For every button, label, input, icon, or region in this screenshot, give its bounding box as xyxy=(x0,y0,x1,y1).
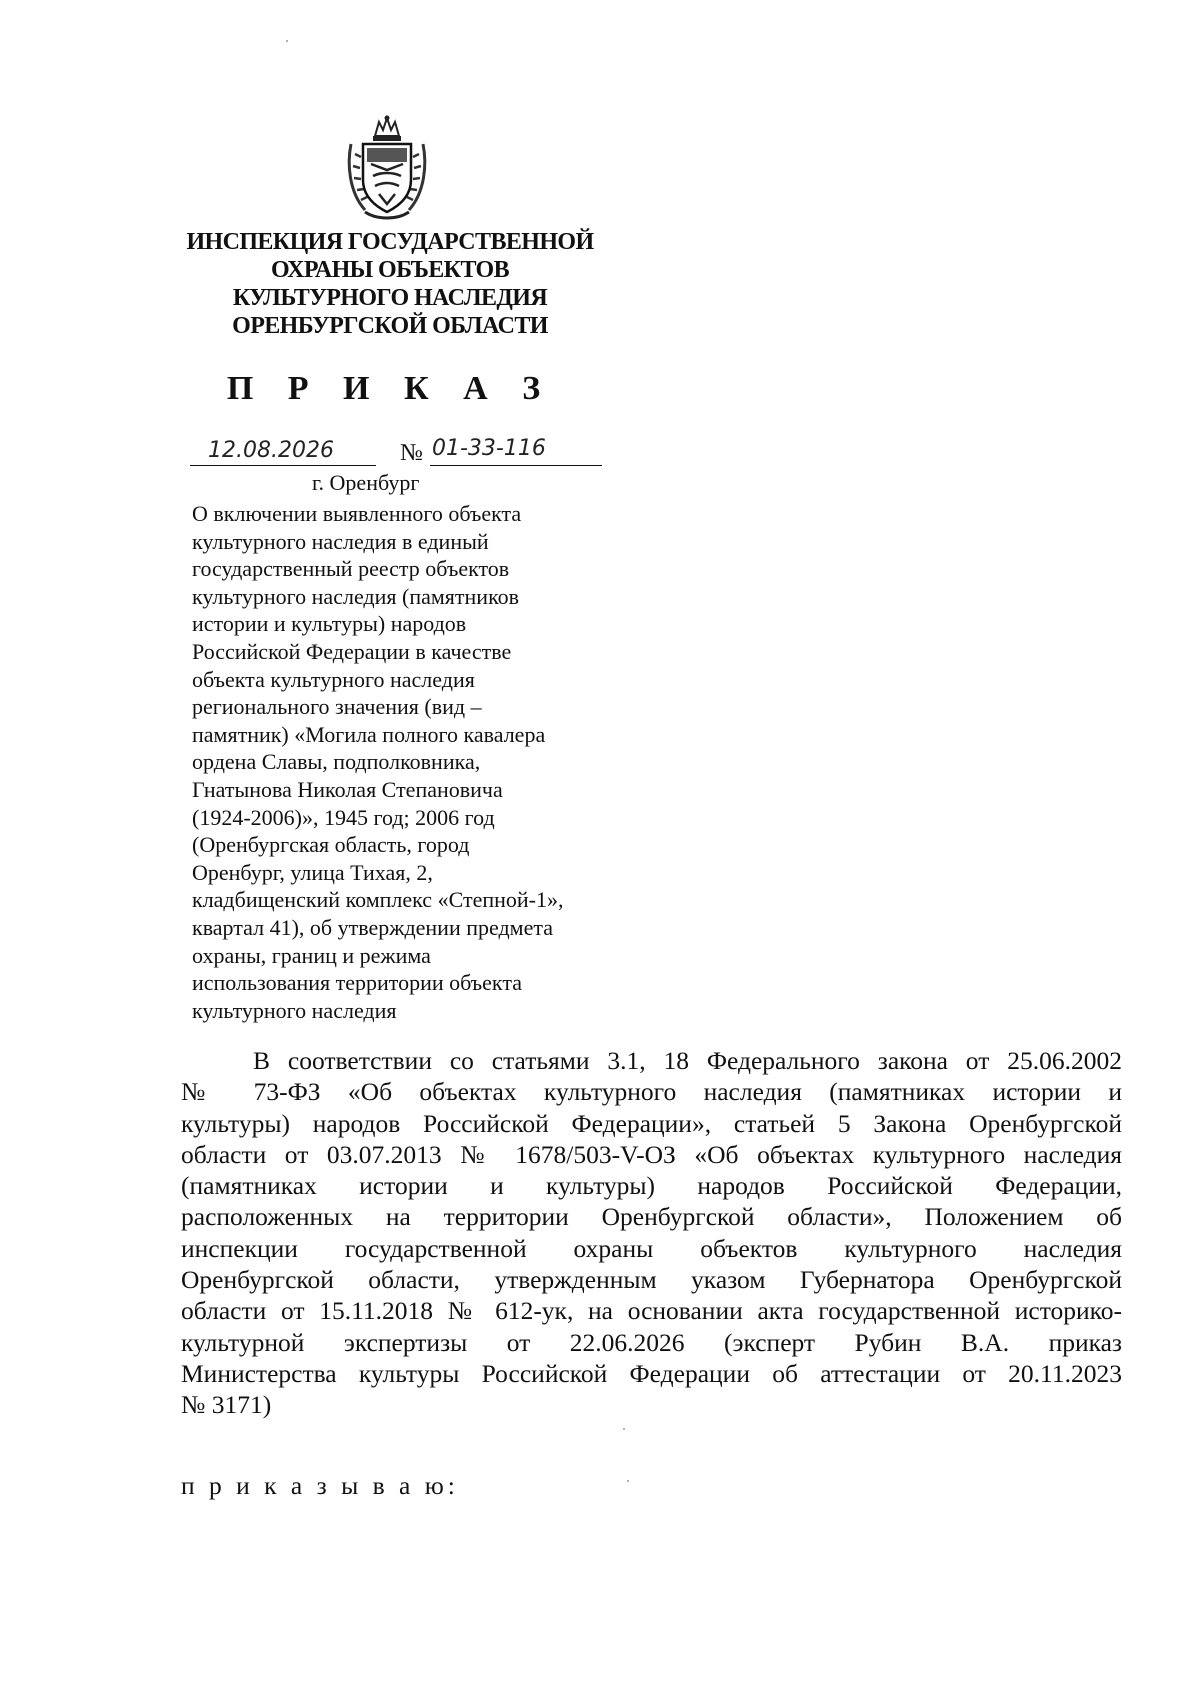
subject-line: государственный реестр объектов xyxy=(192,556,510,582)
document-title: П Р И К А З xyxy=(226,370,554,407)
paragraph-line: (памятниках истории и культуры) народов Российской Федерации, xyxy=(181,1171,1122,1201)
subject-line: (1924-2006)», 1945 год; 2006 год xyxy=(192,804,495,830)
paragraph-line: инспекции государственной охраны объектов культурного наследия xyxy=(181,1233,1122,1263)
subject-line: кладбищенский комплекс «Степной-1», xyxy=(192,887,564,913)
issuer-line: ОРЕНБУРГСКОЙ ОБЛАСТИ xyxy=(232,313,548,339)
date-underline xyxy=(190,465,376,466)
paragraph-line: № 73-ФЗ «Об объектах культурного наследия (памятниках истории и xyxy=(181,1077,1122,1107)
subject-line: памятник) «Могила полного кавалера xyxy=(192,721,546,747)
number-sign: № xyxy=(400,440,423,466)
subject-line: культурного наследия (памятников xyxy=(192,583,520,609)
subject-line: ордена Славы, подполковника, xyxy=(192,749,481,775)
scan-speck xyxy=(286,40,288,42)
city-label: г. Оренбург xyxy=(312,470,420,495)
issuer-line: ИНСПЕКЦИЯ ГОСУДАРСТВЕННОЙ xyxy=(186,229,594,255)
order-subject xyxy=(192,500,612,1024)
paragraph-line: № 3171) xyxy=(181,1390,272,1420)
subject-line: использования территории объекта xyxy=(192,970,522,996)
issuer-line: КУЛЬТУРНОГО НАСЛЕДИЯ xyxy=(232,285,548,311)
subject-line: Гнатынова Николая Степановича xyxy=(192,776,503,802)
paragraph-line: области от 15.11.2018 № 612-ук, на основании акта государственной историко- xyxy=(181,1296,1122,1326)
subject-line: истории и культуры) народов xyxy=(192,611,467,637)
paragraph-line: области от 03.07.2013 № 1678/503-V-ОЗ «Об объектах культурного наследия xyxy=(181,1139,1122,1169)
order-date: 12.08.2026 xyxy=(208,438,334,463)
subject-line: Российской Федерации в качестве xyxy=(192,638,512,664)
subject-line: Оренбург, улица Тихая, 2, xyxy=(192,859,433,885)
subject-line: квартал 41), об утверждении предмета xyxy=(192,914,553,940)
subject-line: охраны, границ и режима xyxy=(192,942,431,968)
subject-line: объекта культурного наследия xyxy=(192,666,475,692)
paragraph-line: расположенных на территории Оренбургской области», Положением об xyxy=(181,1202,1122,1232)
scan-speck xyxy=(627,1480,629,1482)
order-verb: п р и к а з ы в а ю: xyxy=(181,1471,459,1500)
paragraph-line: В соответствии со статьями 3.1, 18 Федерального закона от 25.06.2002 xyxy=(253,1046,1122,1075)
subject-line: регионального значения (вид – xyxy=(192,694,482,720)
paragraph-line: культуры) народов Российской Федерации», статьей 5 Закона Оренбургской xyxy=(181,1108,1122,1138)
subject-line: культурного наследия в единый xyxy=(192,528,489,554)
issuer-header xyxy=(160,228,620,340)
subject-line: (Оренбургская область, город xyxy=(192,832,470,858)
subject-line: О включении выявленного объекта xyxy=(192,501,522,526)
paragraph-line: культурной экспертизы от 22.06.2026 (эксперт Рубин В.А. приказ xyxy=(181,1327,1122,1357)
issuer-line: ОХРАНЫ ОБЪЕКТОВ xyxy=(270,257,510,283)
coat-of-arms-emblem xyxy=(345,114,429,222)
order-number: 01-33-116 xyxy=(432,436,546,461)
paragraph-line: Оренбургской области, утвержденным указом Губернатора Оренбургской xyxy=(181,1265,1122,1295)
scan-speck xyxy=(623,1428,625,1430)
paragraph-line: Министерства культуры Российской Федерации об аттестации от 20.11.2023 xyxy=(181,1358,1122,1388)
preamble-paragraph xyxy=(181,1045,1122,1421)
subject-line: культурного наследия xyxy=(192,997,397,1023)
number-underline xyxy=(430,465,602,466)
